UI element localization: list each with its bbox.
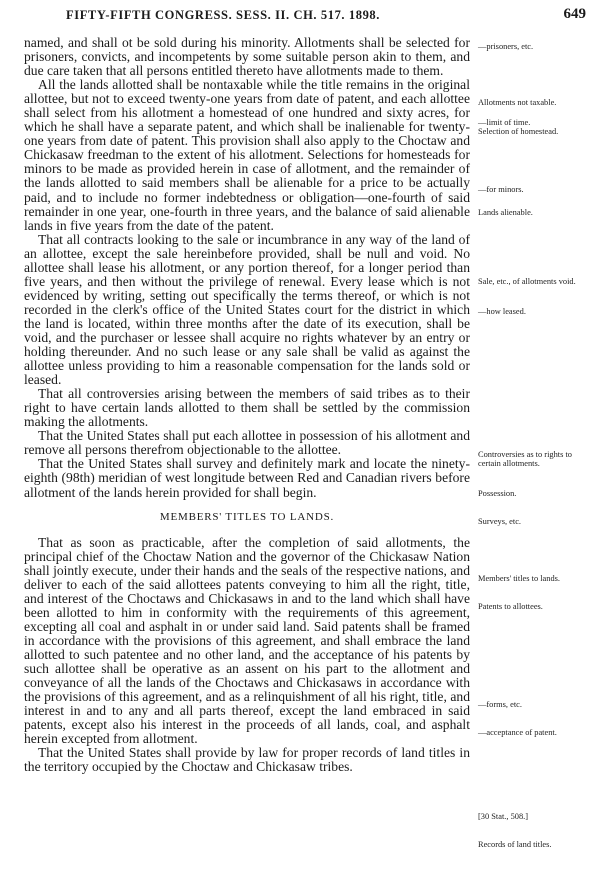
margin-note: Records of land titles. bbox=[478, 840, 552, 849]
page-header bbox=[0, 6, 600, 26]
running-head: FIFTY-FIFTH CONGRESS. SESS. II. CH. 517. 1898. bbox=[66, 8, 381, 22]
paragraph: That all controversies arising between the members of said tribes as to their right to have certain lands allotted to them shall be settled by the commission making the allotments. bbox=[24, 386, 470, 430]
paragraph: All the lands allotted shall be nontaxable while the title remains in the original allottee, but not to exceed twenty-one years from date of patent, and each allottee shall select from his allotment a homestead of one hundred and sixty acres, for which he shall have a separate patent, and which shall be inalienable for twenty-one years from date of patent. This provision shall also apply to the Choctaw and Chickasaw freedman to the extent of his allotment. Selections for homesteads for minors to be made as provided herein in case of allotment, and the remainder of the lands allotted to said members shall be alienable for a price to be actually paid, and to include no former indebtedness or obligation—one-fourth of said remainder in one year, one-fourth in three years, and the balance of said alienable lands in five years from the date of the patent. bbox=[24, 77, 470, 233]
paragraph: That the United States shall provide by law for proper records of land titles in the territory occupied by the Choctaw and Chickasaw tribes. bbox=[24, 745, 470, 775]
margin-note: Patents to allottees. bbox=[478, 602, 543, 611]
margin-note: Members' titles to lands. bbox=[478, 574, 560, 583]
paragraph: That the United States shall survey and definitely mark and locate the ninety-eighth (98th) meridian of west longitude between Red and Canadian rivers before allotment of the lands herein provided for shall begin. bbox=[24, 456, 470, 500]
margin-note: —forms, etc. bbox=[478, 700, 522, 709]
margin-note: Possession. bbox=[478, 489, 517, 498]
margin-note: [30 Stat., 508.] bbox=[478, 812, 529, 821]
paragraph: That the United States shall put each allottee in possession of his allotment and remove all persons therefrom objectionable to the allottee. bbox=[24, 428, 470, 458]
margin-note: —limit of time. bbox=[478, 118, 531, 127]
margin-note: —for minors. bbox=[478, 185, 524, 194]
page-number: 649 bbox=[563, 6, 586, 22]
margin-note: —how leased. bbox=[478, 307, 526, 316]
paragraph: That all contracts looking to the sale or incumbrance in any way of the land of an allottee, except the sale hereinbefore provided, shall be null and void. No allottee shall lease his allotment, or any portion thereof, for a longer period than five years, and then without the privilege of renewal. Every lease which is not evidenced by writing, setting out specifically the terms thereof, or which is not recorded in the clerk's office of the United States court for the district in which the land is located, within three months after the date of its execution, shall be void, and the purchaser or lessee shall acquire no rights whatever by an entry or holding thereunder. And no such lease or any sale shall be valid as against the allottee unless providing to him a reasonable compensation for the lands sold or leased. bbox=[24, 231, 470, 388]
margin-note: Controversies as to rights to certain allotments. bbox=[478, 450, 572, 468]
paragraph: That as soon as practicable, after the completion of said allotments, the principal chief of the Choctaw Nation and the governor of the Chickasaw Nation shall jointly execute, under their hands and the seals of the respective nations, and deliver to each of the said allottees patents conveying to him all the right, title, and interest of the Choctaws and Chickasaws in and to the land which shall have been allotted to him in conformity with the requirements of this agreement, excepting all coal and asphalt in or under said land. Said patents shall be framed in accordance with the provisions of this agreement, and shall embrace the land allotted to such patentee and no other land, and the acceptance of his patents by such allottee shall be operative as an assent on his part to the allotment and conveyance of all the lands of the Choctaws and Chickasaws in accordance with the provisions of this agreement, and as a relinquishment of all his right, title, and interest in and to any and all parts thereof, except the land embraced in said patents, except also his interest in the proceeds of all lands, coal, and asphalt herein excepted from allotment. bbox=[24, 534, 470, 747]
margin-note: Allotments not taxable. bbox=[478, 98, 557, 107]
paragraph: named, and shall ot be sold during his minority. Allotments shall be selected for prisoners, convicts, and incompetents by some suitable person akin to them, and due care taken that all persons entitled thereto have allotments made to them. bbox=[24, 35, 470, 79]
section-heading: MEMBERS' TITLES TO LANDS. bbox=[159, 510, 335, 523]
margin-note: —prisoners, etc. bbox=[478, 42, 534, 51]
margin-note: Sale, etc., of allotments void. bbox=[478, 277, 576, 286]
margin-note: Surveys, etc. bbox=[478, 517, 522, 526]
margin-note: Selection of homestead. bbox=[478, 127, 559, 136]
margin-note: Lands alienable. bbox=[478, 208, 533, 217]
main-text bbox=[24, 36, 470, 774]
margin-note: —acceptance of patent. bbox=[478, 728, 557, 737]
